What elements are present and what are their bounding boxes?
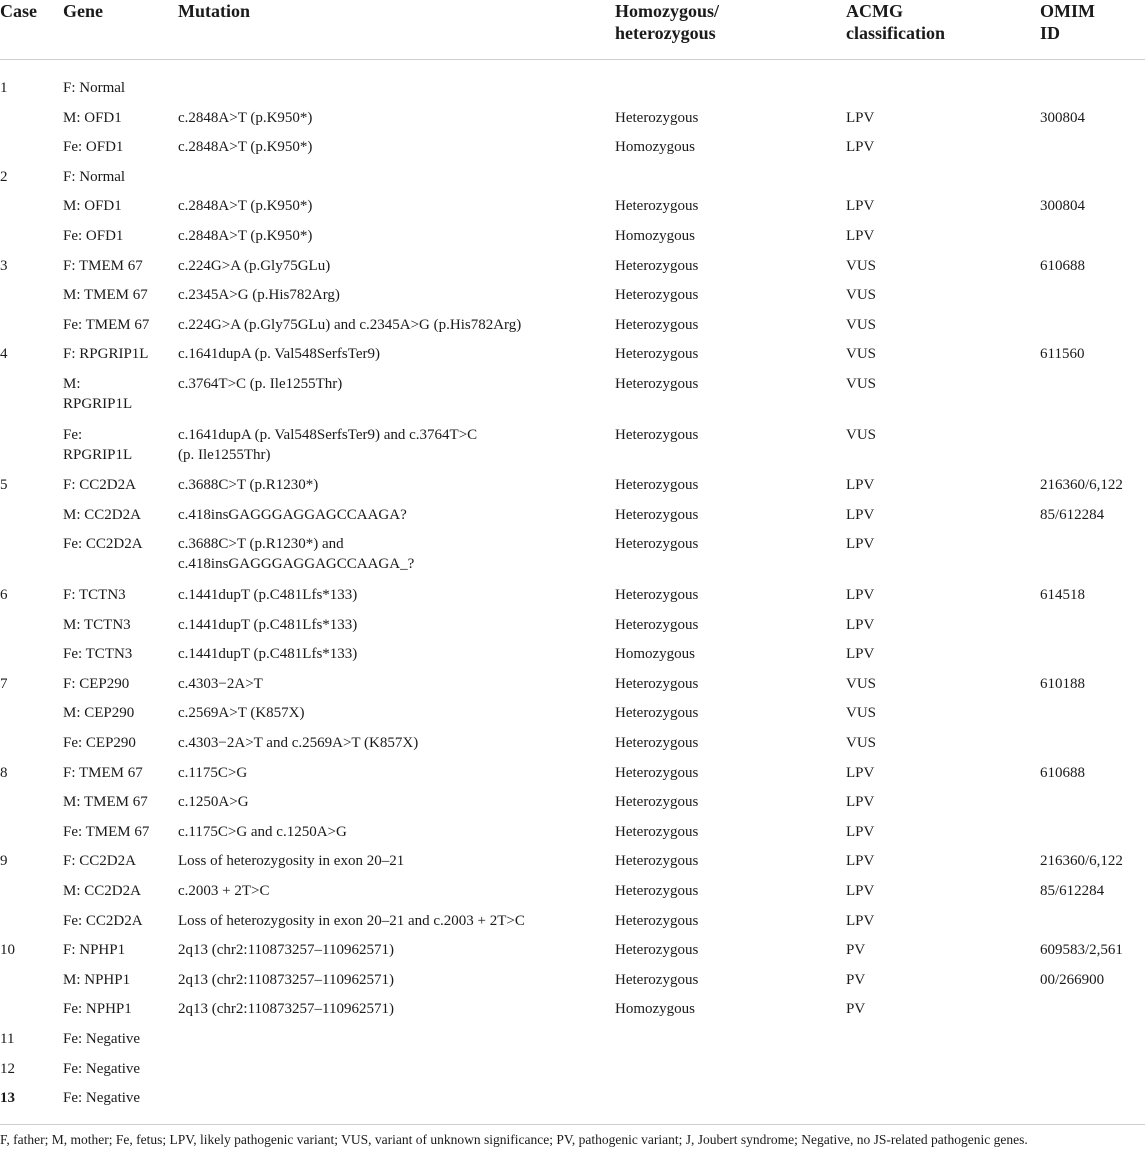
cell-gene: M: RPGRIP1L bbox=[63, 376, 133, 412]
cell-acmg-classification: LPV bbox=[846, 139, 875, 155]
cell-acmg-classification: VUS bbox=[846, 346, 877, 362]
cell-zygosity: Heterozygous bbox=[615, 705, 699, 721]
cell-gene: F: Normal bbox=[63, 80, 126, 96]
cell-mutation: c.2848A>T (p.K950*) bbox=[178, 198, 313, 214]
cell-gene: M: CEP290 bbox=[63, 705, 135, 721]
cell-gene: F: CC2D2A bbox=[63, 477, 136, 493]
cell-omim-id: 610688 bbox=[1040, 765, 1085, 781]
cell-case: 1 bbox=[0, 80, 8, 96]
cell-gene: Fe: TCTN3 bbox=[63, 646, 133, 662]
cell-acmg-classification: VUS bbox=[846, 676, 877, 692]
cell-mutation: c.2003 + 2T>C bbox=[178, 883, 270, 899]
cell-zygosity: Heterozygous bbox=[615, 317, 699, 333]
cell-case: 6 bbox=[0, 587, 8, 603]
cell-case: 5 bbox=[0, 477, 8, 493]
cell-case: 7 bbox=[0, 676, 8, 692]
cell-gene: F: Normal bbox=[63, 169, 126, 185]
cell-omim-id: 609583/2,561 bbox=[1040, 942, 1123, 958]
cell-mutation: c.1175C>G and c.1250A>G bbox=[178, 824, 347, 840]
header-mutation: Mutation bbox=[178, 1, 250, 21]
cell-mutation: c.1641dupA (p. Val548SerfsTer9) and c.3764T>C (p. Ile1255Thr) bbox=[178, 427, 478, 463]
cell-zygosity: Heterozygous bbox=[615, 824, 699, 840]
cell-mutation: c.2848A>T (p.K950*) bbox=[178, 139, 313, 155]
cell-acmg-classification: LPV bbox=[846, 617, 875, 633]
cell-zygosity: Heterozygous bbox=[615, 536, 699, 552]
cell-gene: Fe: OFD1 bbox=[63, 139, 124, 155]
cell-mutation: c.3688C>T (p.R1230*) bbox=[178, 477, 319, 493]
cell-gene: Fe: Negative bbox=[63, 1061, 141, 1077]
cell-acmg-classification: LPV bbox=[846, 824, 875, 840]
cell-zygosity: Heterozygous bbox=[615, 942, 699, 958]
cell-acmg-classification: VUS bbox=[846, 376, 877, 392]
cell-case: 3 bbox=[0, 258, 8, 274]
cell-gene: Fe: CC2D2A bbox=[63, 536, 143, 552]
cell-gene: Fe: TMEM 67 bbox=[63, 824, 150, 840]
cell-gene: F: NPHP1 bbox=[63, 942, 126, 958]
cell-zygosity: Heterozygous bbox=[615, 507, 699, 523]
cell-acmg-classification: VUS bbox=[846, 735, 877, 751]
cell-gene: M: OFD1 bbox=[63, 110, 122, 126]
cell-mutation: c.1441dupT (p.C481Lfs*133) bbox=[178, 587, 358, 603]
cell-omim-id: 85/612284 bbox=[1040, 507, 1105, 523]
cell-acmg-classification: LPV bbox=[846, 913, 875, 929]
cell-mutation: Loss of heterozygosity in exon 20–21 bbox=[178, 853, 405, 869]
cell-gene: Fe: CC2D2A bbox=[63, 913, 143, 929]
cell-gene: M: TMEM 67 bbox=[63, 794, 148, 810]
cell-gene: M: NPHP1 bbox=[63, 972, 131, 988]
cell-gene: Fe: Negative bbox=[63, 1031, 141, 1047]
cell-mutation: c.1175C>G bbox=[178, 765, 248, 781]
cell-case: 4 bbox=[0, 346, 8, 362]
cell-gene: Fe: CEP290 bbox=[63, 735, 136, 751]
cell-mutation: 2q13 (chr2:110873257–110962571) bbox=[178, 942, 394, 958]
cell-case: 9 bbox=[0, 853, 8, 869]
cell-mutation: 2q13 (chr2:110873257–110962571) bbox=[178, 972, 394, 988]
cell-mutation: c.224G>A (p.Gly75GLu) and c.2345A>G (p.His782Arg) bbox=[178, 317, 522, 333]
cell-acmg-classification: LPV bbox=[846, 853, 875, 869]
cell-zygosity: Homozygous bbox=[615, 139, 695, 155]
cell-case: 10 bbox=[0, 942, 15, 958]
cell-gene: M: CC2D2A bbox=[63, 883, 141, 899]
cell-case: 2 bbox=[0, 169, 8, 185]
cell-gene: Fe: TMEM 67 bbox=[63, 317, 150, 333]
cell-gene: M: TMEM 67 bbox=[63, 287, 148, 303]
cell-gene: F: CC2D2A bbox=[63, 853, 136, 869]
cell-acmg-classification: PV bbox=[846, 972, 866, 988]
cell-gene: Fe: OFD1 bbox=[63, 228, 124, 244]
cell-zygosity: Heterozygous bbox=[615, 587, 699, 603]
cell-acmg-classification: LPV bbox=[846, 883, 875, 899]
cell-zygosity: Heterozygous bbox=[615, 427, 699, 443]
cell-mutation: c.418insGAGGGAGGAGCCAAGA? bbox=[178, 507, 407, 523]
cell-zygosity: Heterozygous bbox=[615, 346, 699, 362]
cell-gene: M: CC2D2A bbox=[63, 507, 141, 523]
cell-omim-id: 300804 bbox=[1040, 110, 1085, 126]
cell-acmg-classification: VUS bbox=[846, 427, 877, 443]
header-omim-id: OMIM ID bbox=[1040, 1, 1095, 43]
cell-zygosity: Homozygous bbox=[615, 228, 695, 244]
header-case: Case bbox=[0, 1, 37, 21]
cell-case: 13 bbox=[0, 1090, 15, 1106]
cell-zygosity: Heterozygous bbox=[615, 913, 699, 929]
cell-gene: Fe: Negative bbox=[63, 1090, 141, 1106]
cell-gene: F: TCTN3 bbox=[63, 587, 126, 603]
cell-zygosity: Heterozygous bbox=[615, 477, 699, 493]
cell-case: 8 bbox=[0, 765, 8, 781]
cell-mutation: Loss of heterozygosity in exon 20–21 and c.2003 + 2T>C bbox=[178, 913, 525, 929]
cell-acmg-classification: PV bbox=[846, 1001, 866, 1017]
cell-mutation: c.4303−2A>T and c.2569A>T (K857X) bbox=[178, 735, 419, 751]
cell-mutation: c.1641dupA (p. Val548SerfsTer9) bbox=[178, 346, 380, 362]
cell-zygosity: Heterozygous bbox=[615, 883, 699, 899]
cell-zygosity: Heterozygous bbox=[615, 376, 699, 392]
cell-gene: F: TMEM 67 bbox=[63, 258, 143, 274]
cell-acmg-classification: VUS bbox=[846, 317, 877, 333]
cell-acmg-classification: LPV bbox=[846, 794, 875, 810]
cell-zygosity: Heterozygous bbox=[615, 765, 699, 781]
cell-omim-id: 216360/6,122 bbox=[1040, 853, 1123, 869]
cell-zygosity: Heterozygous bbox=[615, 972, 699, 988]
cell-mutation: c.4303−2A>T bbox=[178, 676, 263, 692]
cell-acmg-classification: LPV bbox=[846, 507, 875, 523]
cell-zygosity: Heterozygous bbox=[615, 198, 699, 214]
table-header-row bbox=[0, 0, 1145, 60]
header-gene: Gene bbox=[63, 1, 103, 21]
cell-mutation: 2q13 (chr2:110873257–110962571) bbox=[178, 1001, 394, 1017]
cell-acmg-classification: LPV bbox=[846, 536, 875, 552]
cell-omim-id: 611560 bbox=[1040, 346, 1085, 362]
cell-acmg-classification: LPV bbox=[846, 110, 875, 126]
cell-zygosity: Heterozygous bbox=[615, 287, 699, 303]
cell-mutation: c.2569A>T (K857X) bbox=[178, 705, 305, 721]
cell-gene: Fe: RPGRIP1L bbox=[63, 427, 133, 463]
cell-zygosity: Homozygous bbox=[615, 1001, 695, 1017]
cell-zygosity: Heterozygous bbox=[615, 676, 699, 692]
cell-omim-id: 85/612284 bbox=[1040, 883, 1105, 899]
cell-case: 12 bbox=[0, 1061, 15, 1077]
cell-zygosity: Heterozygous bbox=[615, 110, 699, 126]
cell-acmg-classification: LPV bbox=[846, 228, 875, 244]
cell-zygosity: Heterozygous bbox=[615, 735, 699, 751]
cell-case: 11 bbox=[0, 1031, 15, 1047]
cell-mutation: c.1441dupT (p.C481Lfs*133) bbox=[178, 617, 358, 633]
header-acmg-classification: ACMG classification bbox=[846, 1, 945, 43]
cell-zygosity: Heterozygous bbox=[615, 794, 699, 810]
cell-gene: F: CEP290 bbox=[63, 676, 130, 692]
cell-mutation: c.2848A>T (p.K950*) bbox=[178, 228, 313, 244]
cell-omim-id: 614518 bbox=[1040, 587, 1085, 603]
cell-zygosity: Homozygous bbox=[615, 646, 695, 662]
cell-acmg-classification: VUS bbox=[846, 705, 877, 721]
table-footnote: F, father; M, mother; Fe, fetus; LPV, likely pathogenic variant; VUS, variant of unknown significance; PV, pathogenic variant; J, Joubert syndrome; Negative, no JS-related pathogenic genes. bbox=[0, 1132, 1028, 1147]
cell-acmg-classification: VUS bbox=[846, 258, 877, 274]
cell-mutation: c.2848A>T (p.K950*) bbox=[178, 110, 313, 126]
cell-zygosity: Heterozygous bbox=[615, 617, 699, 633]
cell-gene: F: TMEM 67 bbox=[63, 765, 143, 781]
cell-acmg-classification: LPV bbox=[846, 587, 875, 603]
cell-omim-id: 00/266900 bbox=[1040, 972, 1105, 988]
cell-omim-id: 610688 bbox=[1040, 258, 1085, 274]
cell-omim-id: 300804 bbox=[1040, 198, 1085, 214]
cell-acmg-classification: LPV bbox=[846, 477, 875, 493]
cell-mutation: c.224G>A (p.Gly75GLu) bbox=[178, 258, 331, 274]
footnote-divider bbox=[0, 1124, 1145, 1125]
cell-acmg-classification: LPV bbox=[846, 198, 875, 214]
cell-mutation: c.3688C>T (p.R1230*) and c.418insGAGGGAGGAGCCAAGA_? bbox=[178, 536, 415, 572]
cell-omim-id: 216360/6,122 bbox=[1040, 477, 1123, 493]
cell-mutation: c.2345A>G (p.His782Arg) bbox=[178, 287, 340, 303]
cell-gene: F: RPGRIP1L bbox=[63, 346, 149, 362]
cell-mutation: c.1441dupT (p.C481Lfs*133) bbox=[178, 646, 358, 662]
cell-mutation: c.1250A>G bbox=[178, 794, 249, 810]
cell-gene: M: TCTN3 bbox=[63, 617, 131, 633]
cell-omim-id: 610188 bbox=[1040, 676, 1085, 692]
header-zygosity: Homozygous/ heterozygous bbox=[615, 1, 720, 43]
cell-gene: Fe: NPHP1 bbox=[63, 1001, 132, 1017]
cell-acmg-classification: LPV bbox=[846, 765, 875, 781]
cell-acmg-classification: VUS bbox=[846, 287, 877, 303]
cell-mutation: c.3764T>C (p. Ile1255Thr) bbox=[178, 376, 343, 392]
cell-acmg-classification: PV bbox=[846, 942, 866, 958]
cell-zygosity: Heterozygous bbox=[615, 853, 699, 869]
cell-zygosity: Heterozygous bbox=[615, 258, 699, 274]
cell-acmg-classification: LPV bbox=[846, 646, 875, 662]
cell-gene: M: OFD1 bbox=[63, 198, 122, 214]
